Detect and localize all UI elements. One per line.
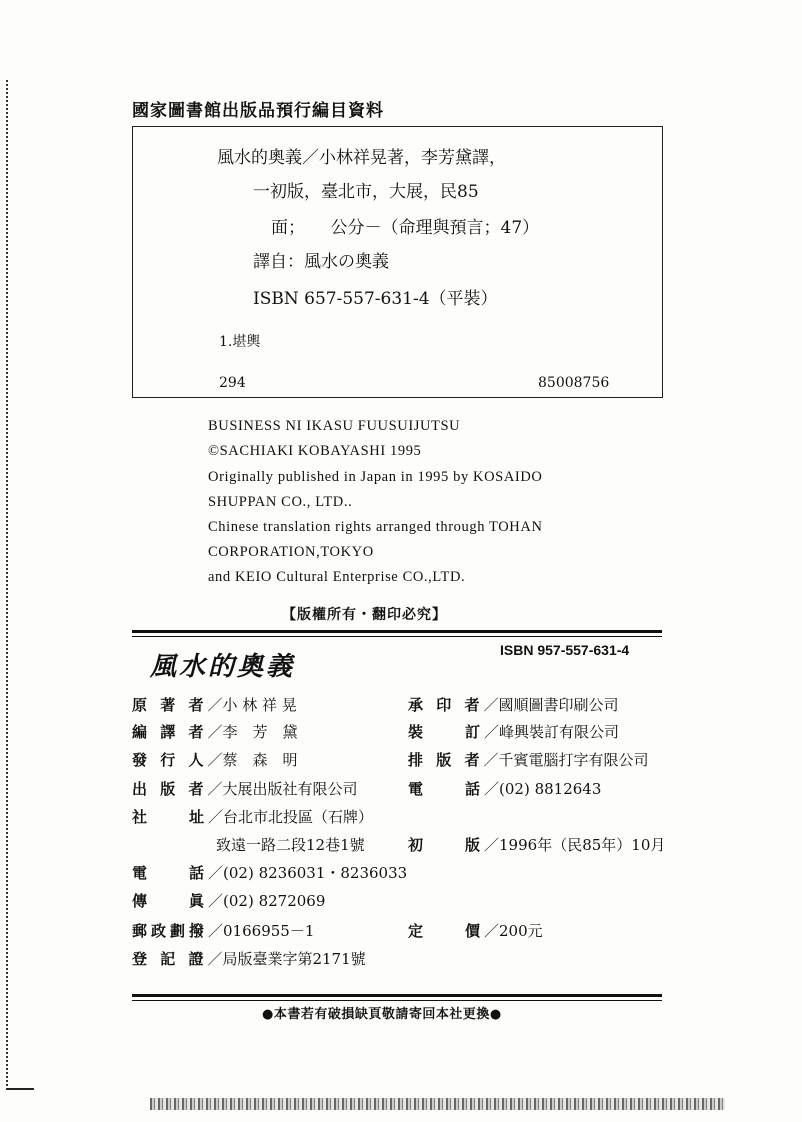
scan-edge-strip [150, 1098, 725, 1110]
info-first-edition: 初 版／1996年（民85年）10月 [408, 836, 666, 854]
cip-line-edition: 一初版，臺北市，大展，民85 [253, 182, 479, 202]
cip-line-original: 譯自：風水の奧義 [253, 252, 389, 272]
info-address-line2: 致遠一路二段12巷1號 [216, 836, 365, 854]
english-published-line: Originally published in Japan in 1995 by KOSAIDO [208, 469, 543, 485]
isbn-number: ISBN 957-557-631-4 [500, 642, 630, 658]
english-agency-line: CORPORATION,TOKYO [208, 544, 374, 560]
top-rule-thick [132, 630, 662, 633]
page-spine-foot [6, 1088, 34, 1090]
info-translator: 編 譯 者／李 芳 黛 [132, 723, 298, 741]
cip-class-number: 294 [219, 375, 246, 391]
bottom-rule-thin [132, 1000, 662, 1001]
info-binder: 裝 訂／峰興裝訂有限公司 [408, 723, 620, 741]
info-postal-transfer: 郵政劃撥／0166955－1 [132, 922, 315, 940]
info-fax: 傳 眞／(02) 8272069 [132, 892, 326, 910]
cip-line-pages: 面； 公分－（命理與預言；47） [271, 218, 540, 238]
info-issuer: 發 行 人／蔡 森 明 [132, 751, 298, 769]
info-printer-phone: 電 話／(02) 8812643 [408, 780, 602, 798]
bottom-rule-thick [132, 994, 662, 997]
english-rights-line: Chinese translation rights arranged through TOHAN [208, 519, 543, 535]
top-rule-thin [132, 636, 662, 637]
english-publisher-line: SHUPPAN CO., LTD.. [208, 494, 353, 510]
english-enterprise-line: and KEIO Cultural Enterprise CO.,LTD. [208, 569, 466, 585]
info-address: 社 址／台北市北投區（石牌） [132, 808, 374, 826]
cip-line-isbn: ISBN 657-557-631-4（平裝） [253, 289, 498, 309]
cip-record-number: 85008756 [538, 375, 610, 391]
cip-record-box [132, 126, 663, 398]
info-phone: 電 話／(02) 8236031・8236033 [132, 864, 408, 882]
rights-notice: 【版權所有・翻印必究】 [282, 607, 447, 623]
english-copyright: ©SACHIAKI KOBAYASHI 1995 [208, 443, 422, 459]
info-typesetter: 排 版 者／千賓電腦打字有限公司 [408, 751, 649, 769]
book-title: 風水的奧義 [150, 652, 296, 682]
info-price: 定 價／200元 [408, 922, 543, 940]
info-registration: 登 記 證／局版臺業字第2171號 [132, 950, 366, 968]
cip-heading: 國家圖書館出版品預行編目資料 [132, 101, 384, 121]
cip-line-title: 風水的奧義／小林祥晃著，李芳黛譯， [217, 148, 506, 168]
info-author: 原 著 者／小 林 祥 晃 [132, 696, 297, 714]
page-spine-edge [6, 80, 12, 1090]
info-publisher: 出 版 者／大展出版社有限公司 [132, 780, 358, 798]
footer-note: ●本書若有破損缺頁敬請寄回本社更換● [262, 1007, 502, 1022]
english-original-title: BUSINESS NI IKASU FUUSUIJUTSU [208, 418, 461, 434]
cip-subject: 1.堪輿 [219, 334, 261, 350]
info-printer: 承 印 者／國順圖書印刷公司 [408, 696, 619, 714]
